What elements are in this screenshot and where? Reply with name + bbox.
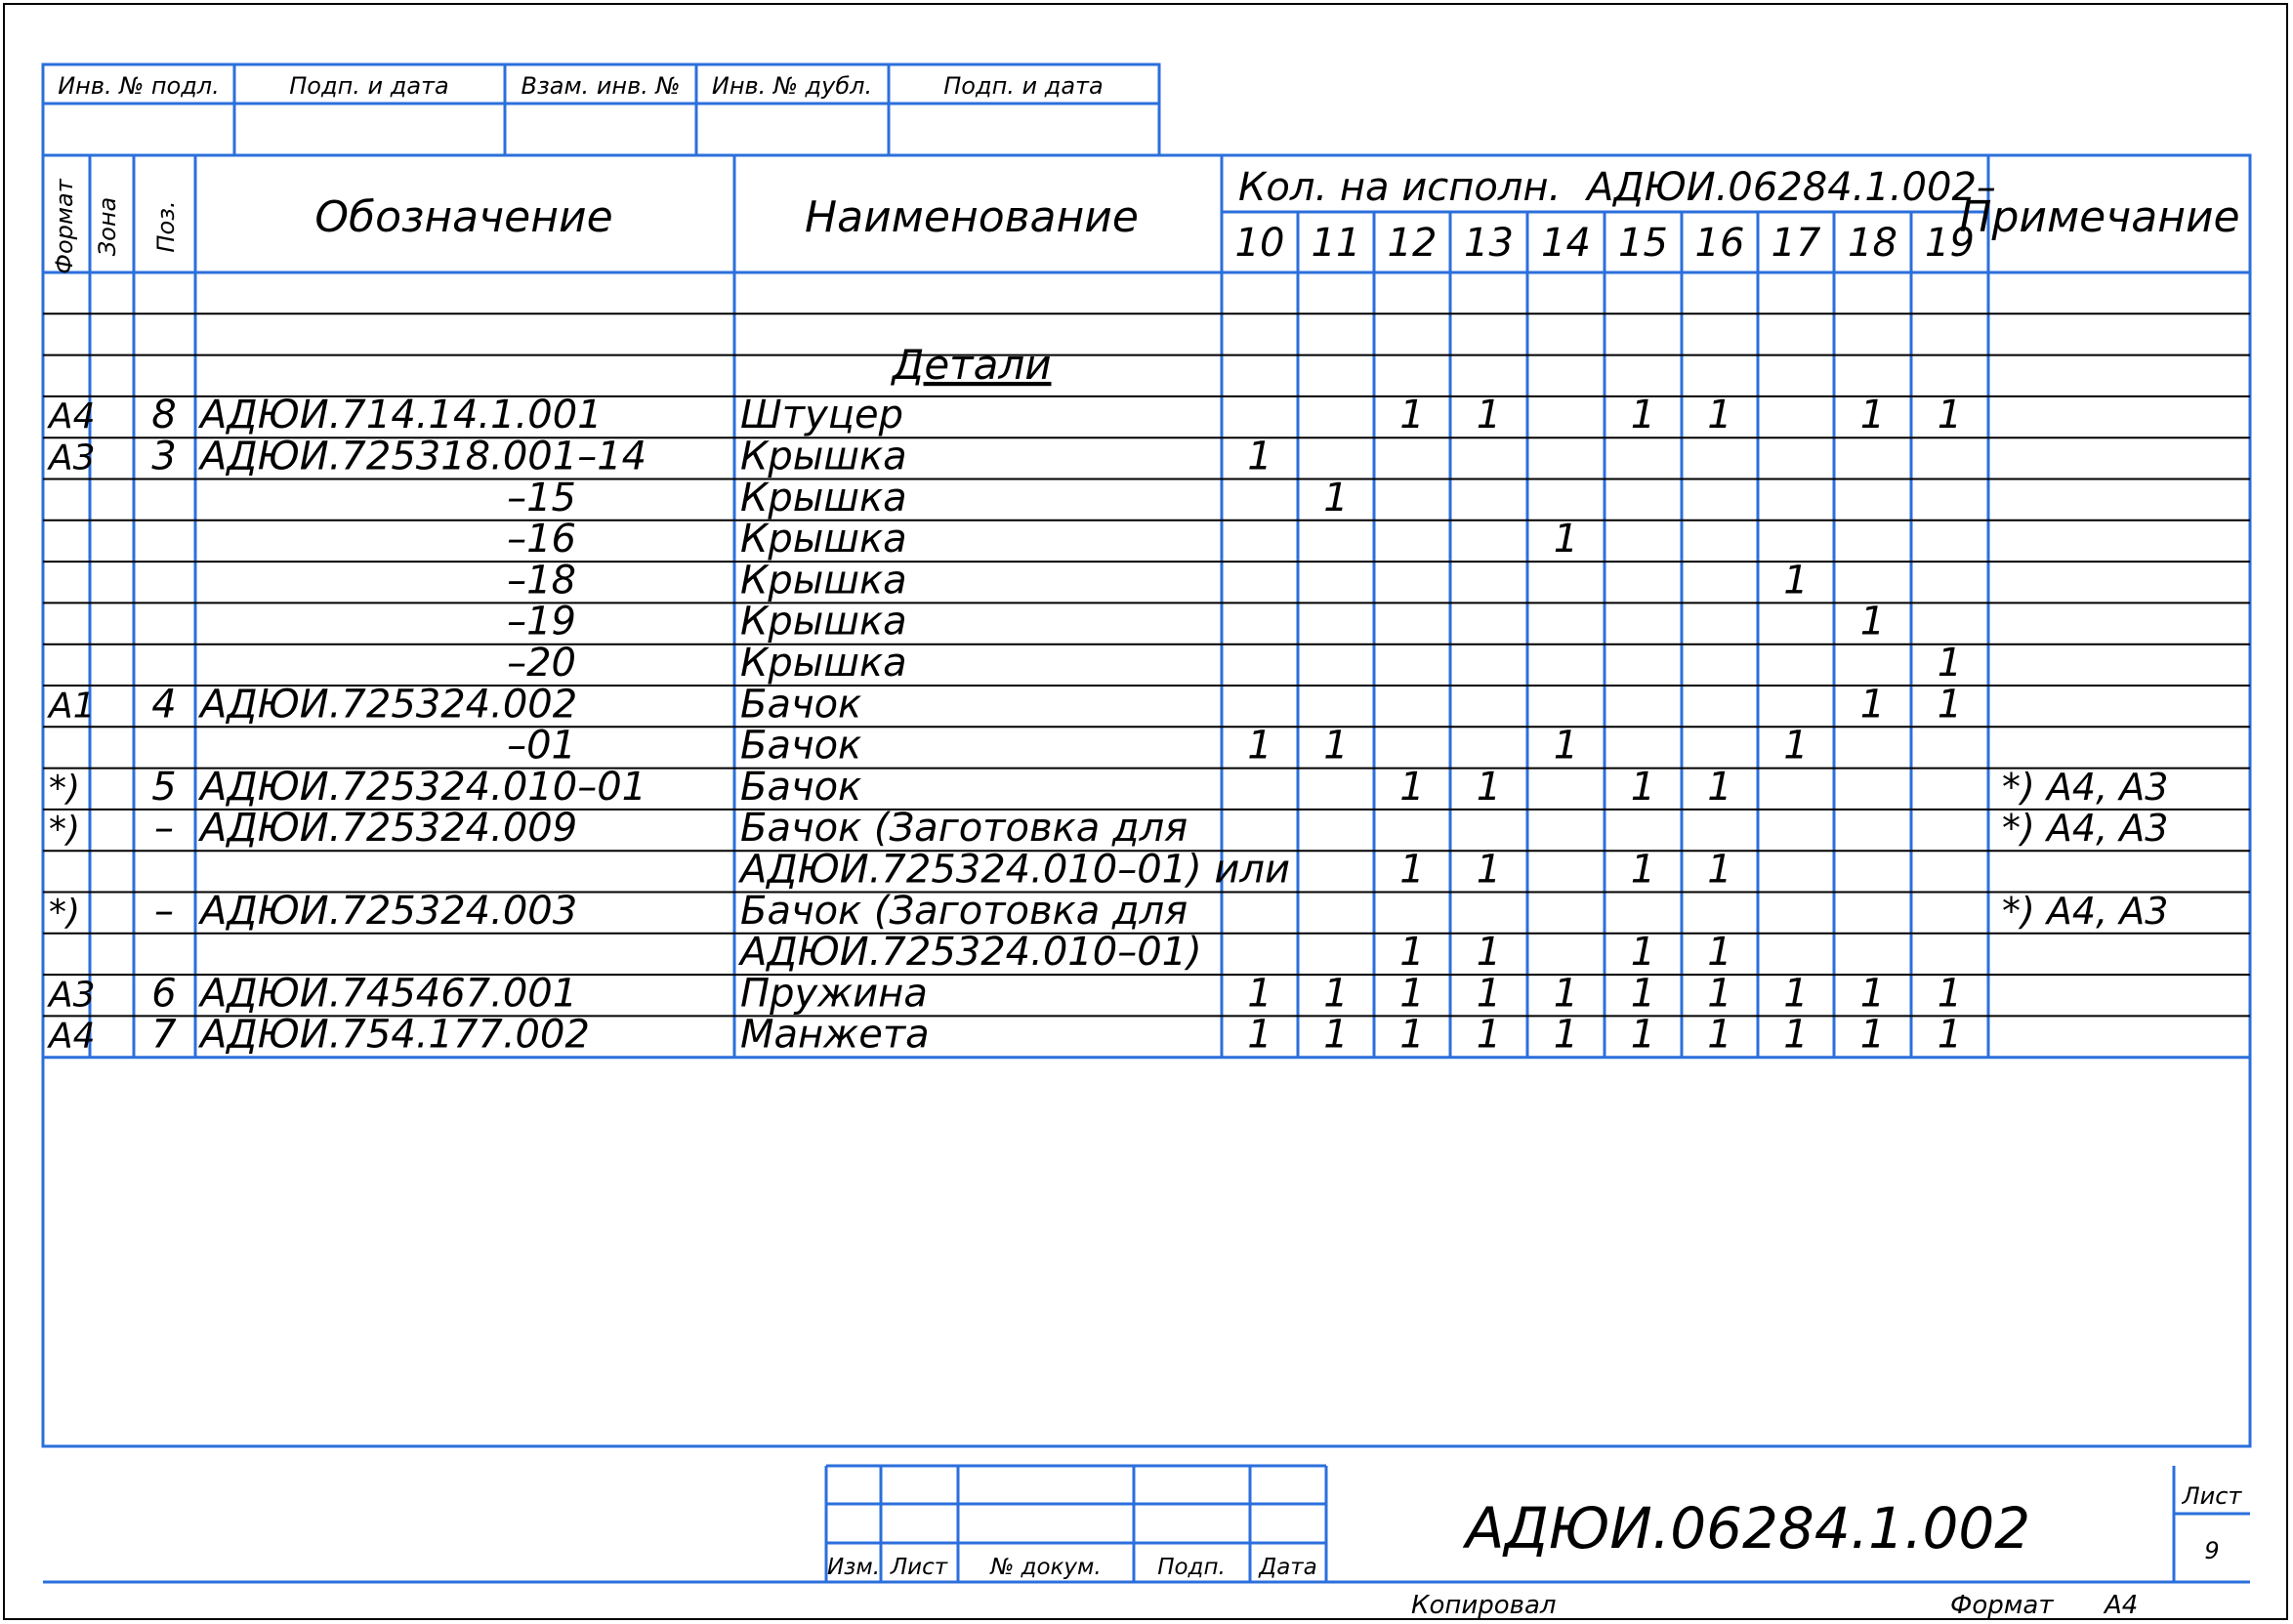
cell-designation: АДЮИ.725324.010–01 [200, 764, 647, 810]
cell-qty-15: 1 [1630, 930, 1656, 976]
header-qty-base: АДЮИ.06284.1.002– [1587, 165, 1996, 210]
cell-designation: АДЮИ.725324.009 [200, 806, 578, 852]
cell-qty-17: 1 [1783, 971, 1809, 1017]
cell-format: *) [49, 768, 81, 809]
header-note: Примечание [1959, 192, 2240, 242]
cell-qty-17: 1 [1783, 723, 1809, 769]
cell-designation: АДЮИ.745467.001 [200, 971, 578, 1017]
cell-qty-15: 1 [1630, 764, 1656, 810]
cell-qty-17: 1 [1783, 558, 1809, 604]
cell-name: АДЮИ.725324.010–01) или [740, 847, 1290, 893]
cell-qty-16: 1 [1707, 1012, 1732, 1058]
cell-qty-13: 1 [1476, 847, 1502, 893]
cell-name: Бачок (Заготовка для [740, 806, 1188, 852]
cell-qty-12: 1 [1399, 847, 1425, 893]
cell-pos: – [154, 888, 174, 934]
cell-format: *) [49, 892, 81, 933]
cell-designation: АДЮИ.725318.001–14 [200, 434, 647, 479]
variant-label-10: 10 [1234, 221, 1285, 266]
header-zone: Зона [94, 196, 121, 257]
footer-format-value: А4 [2105, 1591, 2139, 1620]
spec-rows [47, 393, 2168, 1057]
cell-qty-19: 1 [1937, 1012, 1963, 1058]
table-row [507, 641, 1962, 686]
footer-copied: Копировал [1411, 1591, 1557, 1620]
cell-qty-10: 1 [1247, 434, 1272, 479]
table-row [47, 682, 1962, 727]
cell-qty-13: 1 [1476, 393, 1502, 438]
cell-qty-16: 1 [1707, 847, 1732, 893]
cell-qty-18: 1 [1859, 682, 1886, 728]
cell-qty-12: 1 [1399, 764, 1425, 810]
cell-qty-11: 1 [1323, 971, 1349, 1017]
variant-label-19: 19 [1925, 221, 1975, 266]
cell-qty-14: 1 [1553, 1012, 1579, 1058]
tb-label-data: Дата [1259, 1555, 1317, 1580]
cell-qty-14: 1 [1553, 723, 1579, 769]
cell-name: Бачок [740, 723, 862, 769]
cell-qty-19: 1 [1937, 393, 1963, 438]
title-block [43, 1466, 2250, 1582]
table-row [47, 971, 1962, 1016]
cell-pos: 8 [151, 393, 177, 438]
document-code: АДЮИ.06284.1.002 [1465, 1495, 2031, 1562]
cell-pos: 3 [151, 434, 177, 479]
variant-label-11: 11 [1311, 221, 1361, 266]
stamp-label-inv-dubl: Инв. № дубл. [711, 72, 873, 100]
cell-qty-16: 1 [1707, 930, 1732, 976]
variant-label-14: 14 [1541, 221, 1591, 266]
table-row [47, 1013, 1962, 1058]
cell-qty-15: 1 [1630, 847, 1656, 893]
cell-qty-10: 1 [1247, 723, 1272, 769]
cell-qty-10: 1 [1247, 971, 1272, 1017]
cell-qty-10: 1 [1247, 1012, 1272, 1058]
table-row [737, 930, 1732, 975]
cell-name: Пружина [740, 971, 928, 1017]
tb-label-podp: Подп. [1157, 1555, 1226, 1580]
cell-name: Бачок [740, 764, 862, 810]
cell-qty-11: 1 [1323, 723, 1349, 769]
top-stamp [43, 64, 1159, 155]
cell-qty-18: 1 [1859, 1012, 1886, 1058]
cell-note: *) А4, А3 [2002, 807, 2169, 851]
cell-format: A3 [49, 437, 96, 479]
cell-name: АДЮИ.725324.010–01) [740, 930, 1202, 976]
table-row [49, 806, 2168, 851]
cell-qty-12: 1 [1399, 393, 1425, 438]
cell-qty-13: 1 [1476, 930, 1502, 976]
cell-name: Бачок (Заготовка для [740, 888, 1188, 934]
cell-designation: АДЮИ.754.177.002 [200, 1012, 590, 1058]
header-qty-title: Кол. на исполн. [1238, 165, 1562, 210]
cell-qty-19: 1 [1937, 682, 1963, 728]
cell-format: *) [49, 810, 81, 851]
cell-designation: –01 [507, 723, 576, 769]
table-row [49, 765, 2168, 810]
cell-qty-13: 1 [1476, 1012, 1502, 1058]
table-row [47, 435, 1272, 479]
cell-qty-14: 1 [1553, 517, 1579, 562]
cell-qty-13: 1 [1476, 971, 1502, 1017]
tb-label-izm: Изм. [826, 1555, 881, 1580]
cell-format: A4 [49, 1016, 96, 1057]
cell-designation: –16 [507, 517, 576, 562]
cell-designation: АДЮИ.725324.003 [200, 888, 578, 934]
table-row [737, 848, 1732, 893]
cell-designation: АДЮИ.725324.002 [200, 682, 578, 728]
cell-pos: 6 [151, 971, 177, 1017]
cell-qty-14: 1 [1553, 971, 1579, 1017]
cell-pos: 7 [151, 1012, 177, 1058]
cell-format: A4 [49, 396, 96, 437]
cell-name: Крышка [740, 641, 907, 686]
sheet-label: Лист [2182, 1482, 2242, 1510]
cell-qty-15: 1 [1630, 971, 1656, 1017]
cell-qty-16: 1 [1707, 764, 1732, 810]
cell-qty-12: 1 [1399, 930, 1425, 976]
cell-name: Крышка [740, 558, 907, 604]
cell-qty-11: 1 [1323, 475, 1349, 521]
cell-qty-19: 1 [1937, 641, 1963, 686]
footer-format-label: Формат [1950, 1591, 2054, 1620]
table-row [47, 393, 1962, 437]
cell-qty-13: 1 [1476, 764, 1502, 810]
cell-qty-17: 1 [1783, 1012, 1809, 1058]
cell-name: Крышка [740, 517, 907, 562]
table-row [507, 558, 1809, 603]
table-row [49, 889, 2168, 934]
cell-qty-11: 1 [1323, 1012, 1349, 1058]
header-name: Наименование [805, 192, 1139, 242]
cell-qty-12: 1 [1399, 1012, 1425, 1058]
cell-designation: АДЮИ.714.14.1.001 [200, 393, 603, 438]
cell-name: Бачок [740, 682, 862, 728]
tb-label-list: Лист [890, 1555, 948, 1580]
header-pos: Поз. [152, 200, 180, 253]
cell-name: Крышка [740, 434, 907, 479]
cell-pos: 4 [151, 682, 177, 728]
variant-label-17: 17 [1771, 221, 1821, 266]
cell-qty-18: 1 [1859, 393, 1886, 438]
cell-designation: –15 [507, 475, 576, 521]
cell-pos: – [154, 806, 174, 852]
cell-pos: 5 [151, 764, 177, 810]
table-row [507, 724, 1809, 769]
cell-qty-19: 1 [1937, 971, 1963, 1017]
variant-label-18: 18 [1848, 221, 1897, 266]
cell-qty-18: 1 [1859, 599, 1886, 645]
cell-note: *) А4, А3 [2002, 889, 2169, 933]
variant-label-15: 15 [1618, 221, 1668, 266]
stamp-label-inv-podl: Инв. № подл. [58, 72, 220, 100]
cell-designation: –20 [507, 641, 576, 686]
cell-qty-15: 1 [1630, 1012, 1656, 1058]
cell-name: Манжета [740, 1012, 930, 1058]
cell-note: *) А4, А3 [2002, 765, 2169, 809]
cell-name: Крышка [740, 475, 907, 521]
header-designation: Обозначение [314, 192, 613, 242]
cell-qty-16: 1 [1707, 971, 1732, 1017]
table-row [507, 600, 1885, 645]
sheet-number: 9 [2204, 1537, 2220, 1564]
variant-label-13: 13 [1464, 221, 1514, 266]
cell-name: Штуцер [740, 393, 903, 438]
cell-qty-18: 1 [1859, 971, 1886, 1017]
cell-designation: –19 [507, 599, 576, 645]
section-title: Детали [892, 341, 1052, 389]
variant-label-16: 16 [1694, 221, 1745, 266]
stamp-label-vzam-inv: Взам. инв. № [521, 72, 681, 100]
cell-format: A3 [49, 975, 96, 1016]
variant-label-12: 12 [1387, 221, 1438, 266]
cell-format: A1 [49, 686, 96, 727]
cell-qty-12: 1 [1399, 971, 1425, 1017]
cell-qty-15: 1 [1630, 393, 1656, 438]
stamp-label-podp-data-2: Подп. и дата [943, 72, 1104, 100]
table-row [507, 517, 1578, 562]
cell-qty-16: 1 [1707, 393, 1732, 438]
cell-designation: –18 [507, 558, 576, 604]
cell-name: Крышка [740, 599, 907, 645]
header-format: Формат [51, 179, 78, 274]
tb-label-docnum: № докум. [990, 1555, 1102, 1580]
stamp-label-podp-data-1: Подп. и дата [289, 72, 449, 100]
